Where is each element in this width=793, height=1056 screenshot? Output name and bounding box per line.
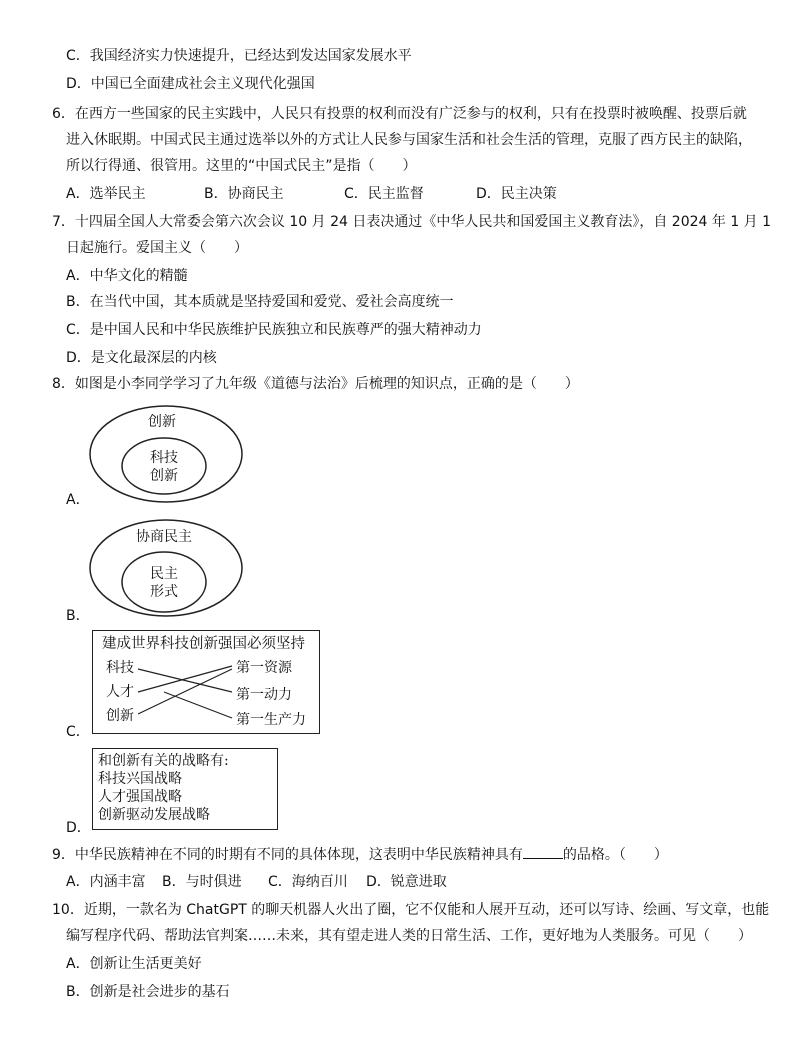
q10-option-b[interactable]: B．创新是社会进步的基石 bbox=[66, 984, 230, 1000]
diagram-b-inner-label-2: 形式 bbox=[150, 584, 178, 600]
diagram-c-left-3: 创新 bbox=[106, 708, 134, 724]
diagram-a-inner-label-2: 创新 bbox=[150, 468, 178, 484]
q7-option-a[interactable]: A．中华文化的精髓 bbox=[66, 268, 188, 284]
diagram-d-line-4: 创新驱动发展战略 bbox=[98, 807, 210, 823]
q8-option-d[interactable]: D． bbox=[66, 820, 91, 836]
connector-innovation-to-power bbox=[138, 669, 232, 714]
question-10-line-2: 编写程序代码、帮助法官判案……未来，其有望走进人类的日常生活、工作，更好地为人类服务。可见（ ） bbox=[66, 928, 752, 944]
question-6-line-2: 进入休眠期。中国式民主通过选举以外的方式让人民参与国家生活和社会生活的管理，克服了西方民主的缺陷， bbox=[66, 132, 752, 148]
q10-option-a[interactable]: A．创新让生活更美好 bbox=[66, 956, 202, 972]
question-7-line-1: 7．十四届全国人大常委会第六次会议 10 月 24 日表决通过《中华人民共和国爱国主义教育法》，自 2024 年 1 月 1 bbox=[52, 214, 772, 230]
diagram-c-right-1: 第一资源 bbox=[236, 660, 292, 676]
q7-option-c[interactable]: C．是中国人民和中华民族维护民族独立和民族尊严的强大精神动力 bbox=[66, 322, 482, 338]
diagram-c-left-1: 科技 bbox=[106, 660, 134, 676]
question-9-text: 9．中华民族精神在不同的时期有不同的具体体现，这表明中华民族精神具有 bbox=[52, 847, 523, 863]
diagram-c-connectors bbox=[92, 630, 320, 734]
question-9-options bbox=[66, 872, 447, 892]
question-8: 8．如图是小李同学学习了九年级《道德与法治》后梳理的知识点，正确的是（ ） bbox=[52, 376, 579, 392]
q9-option-c[interactable]: C．海纳百川 bbox=[268, 874, 348, 890]
connector-extra bbox=[164, 692, 232, 718]
diagram-b-inner-label-1: 民主 bbox=[150, 566, 178, 582]
q8-option-c[interactable]: C． bbox=[66, 724, 90, 740]
diagram-c-right-2: 第一动力 bbox=[236, 687, 292, 703]
option-d: D．中国已全面建成社会主义现代化强国 bbox=[66, 76, 315, 92]
diagram-d-line-3: 人才强国战略 bbox=[98, 789, 182, 805]
question-9-text-end: 的品格。（ ） bbox=[562, 847, 668, 863]
q6-option-a[interactable]: A．选举民主 bbox=[66, 186, 146, 202]
diagram-b-inner-ellipse bbox=[122, 552, 206, 612]
diagram-a-outer-label: 创新 bbox=[148, 414, 176, 430]
q6-option-b[interactable]: B．协商民主 bbox=[204, 186, 284, 202]
q6-option-d[interactable]: D．民主决策 bbox=[476, 186, 557, 202]
q7-option-b[interactable]: B．在当代中国，其本质就是坚持爱国和爱党、爱社会高度统一 bbox=[66, 294, 454, 310]
diagram-c-title: 建成世界科技创新强国必须坚持 bbox=[102, 636, 305, 652]
answer-blank bbox=[523, 844, 563, 859]
q9-option-d[interactable]: D．锐意进取 bbox=[366, 874, 447, 890]
q9-option-b[interactable]: B．与时俱进 bbox=[162, 874, 242, 890]
diagram-a-inner-ellipse bbox=[122, 438, 206, 494]
option-c: C．我国经济实力快速提升，已经达到发达国家发展水平 bbox=[66, 48, 412, 64]
q6-option-c[interactable]: C．民主监督 bbox=[344, 186, 424, 202]
question-6-line-1: 6．在西方一些国家的民主实践中，人民只有投票的权利而没有广泛参与的权利，只有在投票时被唤醒、投票后就 bbox=[52, 106, 747, 122]
q7-option-d[interactable]: D．是文化最深层的内核 bbox=[66, 350, 217, 366]
question-6-options bbox=[66, 184, 557, 204]
q8-option-b[interactable]: B． bbox=[66, 608, 90, 624]
diagram-c-right-3: 第一生产力 bbox=[236, 712, 306, 728]
diagram-c-left-2: 人才 bbox=[106, 684, 134, 700]
question-6-line-3: 所以行得通、很管用。这里的“中国式民主”是指（ ） bbox=[66, 158, 417, 174]
question-10-line-1: 10．近期，一款名为 ChatGPT 的聊天机器人火出了圈，它不仅能和人展开互动，还可以写诗、绘画、写文章，也能 bbox=[52, 902, 770, 918]
question-9 bbox=[52, 844, 668, 865]
diagram-a-inner-label-1: 科技 bbox=[150, 450, 178, 466]
q8-option-a[interactable]: A． bbox=[66, 492, 90, 508]
diagram-d-line-2: 科技兴国战略 bbox=[98, 771, 182, 787]
q9-option-a[interactable]: A．内涵丰富 bbox=[66, 874, 146, 890]
question-7-line-2: 日起施行。爱国主义（ ） bbox=[66, 240, 248, 256]
diagram-b-outer-label: 协商民主 bbox=[136, 529, 192, 545]
diagram-d-line-1: 和创新有关的战略有: bbox=[98, 753, 229, 769]
